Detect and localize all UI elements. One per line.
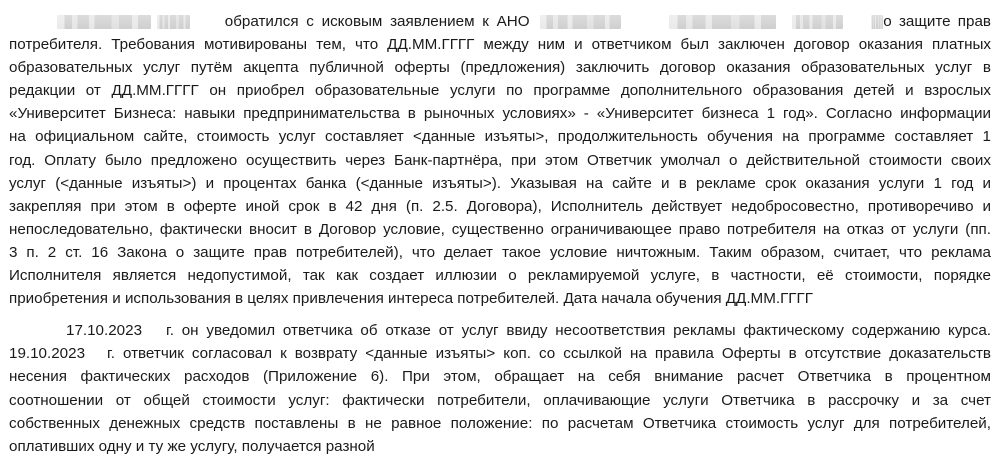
text-line: приобретения и использования в целях привлечения интереса потребителей. Дата начала обучения ДД.ММ.ГГГГ (9, 290, 813, 308)
paragraph-2-line-3 (9, 365, 991, 388)
text-line: собственных денежных средств поставлены в не равное положение: по расчетам Ответчика стоимость услуг для потребителей, (9, 414, 991, 432)
paragraph-1-line-9 (9, 195, 991, 218)
text-line: оплативших одну и ту же услугу, получается разной (9, 437, 375, 455)
text-line: соотношении от общей стоимости услуг: фактически потребители, оплачивающие услуги Ответчика в рассрочку и за счет (9, 391, 991, 409)
paragraph-1-line-8 (9, 172, 991, 195)
text-line: на официальном сайте, стоимость услуг составляет <данные изъяты>, продолжительность обучения на программе составляет 1 (9, 128, 991, 146)
redacted-org (792, 15, 843, 29)
text-line: г. ответчик согласовал к возврату <данные изъяты> коп. со ссылкой на правила Оферты в отсутствие доказательств (107, 345, 991, 363)
paragraph-2-line-2 (9, 342, 991, 365)
paragraph-1-line-5 (9, 102, 991, 125)
text-line: закрепляя при этом в оферте иной срок в 42 дня (п. 2.5. Договора), Исполнитель действует недобросовестно, противоречиво и (9, 197, 991, 215)
paragraph-1-line-3 (9, 56, 991, 79)
text-line: потребителя. Требования мотивированы тем, что ДД.ММ.ГГГГ между ним и ответчиком был заключен договор оказания платных (9, 36, 991, 54)
paragraph-2-line-6 (9, 435, 991, 458)
text-line: несения фактических расходов (Приложение 6). При этом, обращает на себя внимание расчет Ответчика в процентном (9, 368, 991, 386)
text-line: образовательных услуг путём акцепта публичной оферты (предложения) заключить договор оказания образовательных услуг в (9, 59, 991, 77)
text-line: 3 п. 2 ст. 16 Закона о защите прав потребителей), что делает такое условие ничтожным. Таким образом, считает, что реклама (9, 243, 991, 261)
text-line: обратился с исковым заявлением к АНО (224, 13, 530, 30)
redacted-name-end (157, 15, 190, 29)
text-line: Исполнителя является недопустимой, так как создает иллюзии о рекламируемой услуге, в частности, её стоимости, порядке (9, 267, 991, 285)
notice-date: 17.10.2023 (66, 322, 143, 340)
paragraph-2 (9, 319, 991, 458)
paragraph-1-line-2 (9, 33, 991, 56)
paragraph-1-line-10 (9, 218, 991, 241)
paragraph-1-line-4 (9, 79, 991, 102)
paragraph-1-line-1 (9, 10, 991, 33)
paragraph-1-line-11 (9, 241, 991, 264)
paragraph-1-line-6 (9, 125, 991, 148)
text-line: год. Оплату было предложено осуществить через Банк-партнёра, при этом Ответчик умолчал о действительной стоимости своих (9, 151, 991, 169)
paragraph-2-line-1 (9, 319, 991, 342)
text-line: редакции от ДД.ММ.ГГГГ он приобрел образовательные услуги по программе дополнительного образования детей и взрослых (9, 82, 991, 100)
paragraph-1 (9, 10, 991, 310)
text-line: г. он уведомил ответчика об отказе от услуг ввиду несоответствия рекламы фактическому содержанию курса. (166, 322, 991, 340)
redacted-org (669, 15, 776, 29)
paragraph-2-line-4 (9, 389, 991, 412)
redacted-org (540, 15, 621, 29)
document-body (9, 10, 991, 458)
redacted-org-end (871, 15, 883, 29)
paragraph-1-line-13 (9, 287, 991, 310)
paragraph-1-line-12 (9, 264, 991, 287)
approval-date: 19.10.2023 (9, 345, 86, 363)
text-line: о защите прав (883, 13, 991, 30)
paragraph-1-line-7 (9, 149, 991, 172)
redacted-name (57, 15, 151, 29)
text-line: услуг (<данные изъяты>) и процентах банка (<данные изъяты>). Указывая на сайте и в рекламе срок оказания услуги 1 год и (9, 174, 991, 192)
text-line: «Университет Бизнеса: навыки предпринимательства в рыночных условиях» - «Университет бизнеса 1 год». Согласно информации (9, 105, 991, 123)
paragraph-2-line-5 (9, 412, 991, 435)
text-line: непоследовательно, фактически вносит в Договор условие, существенно ограничивающее право потребителя на отказ от услуги (пп. (9, 220, 991, 238)
